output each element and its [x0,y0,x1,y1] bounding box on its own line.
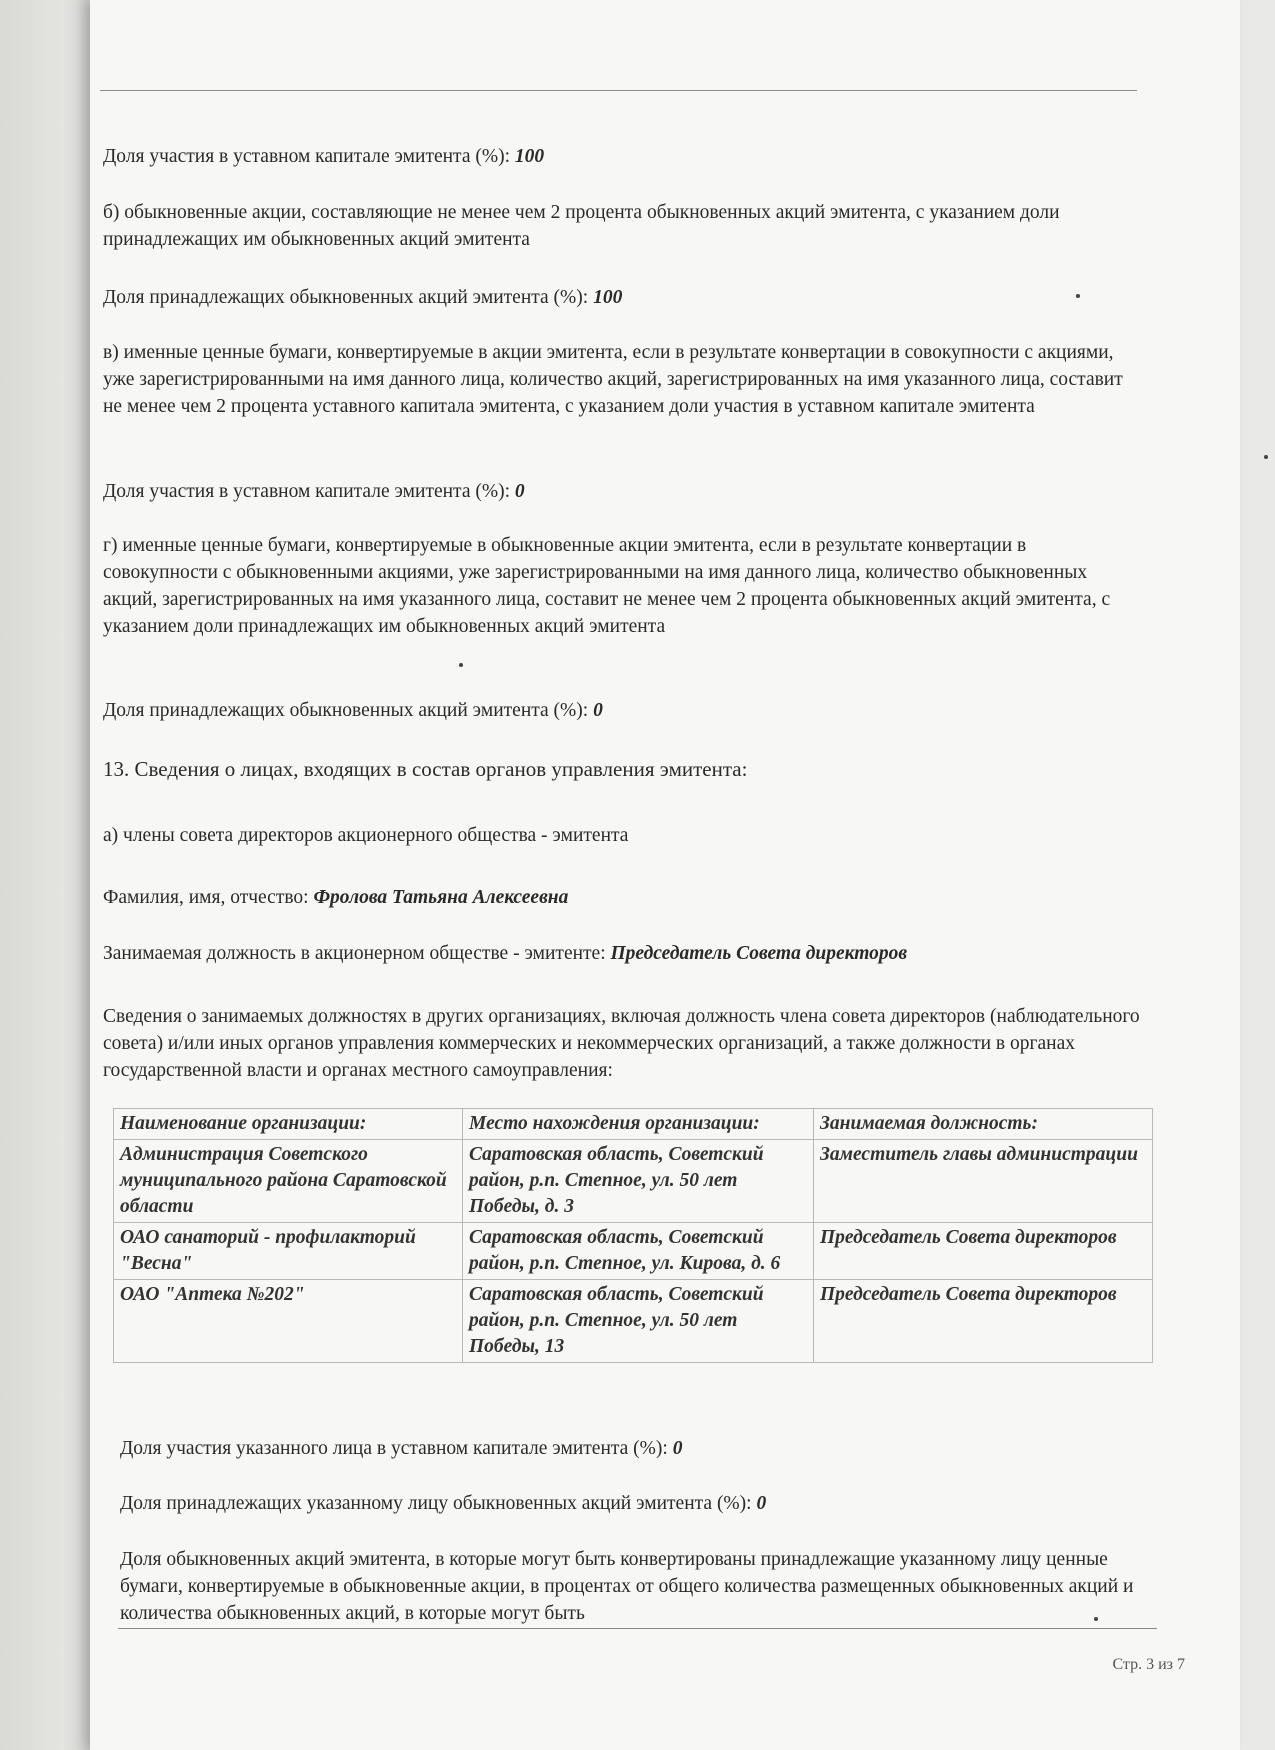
value: 0 [593,700,603,721]
scan-speck [1264,455,1268,459]
cell-position: Заместитель главы администрации [814,1140,1153,1223]
scan-speck [459,663,463,667]
cell-location: Саратовская область, Советский район, р.п. Степное, ул. 50 лет Победы, д. 3 [463,1140,814,1223]
scan-speck [1076,294,1080,298]
value: 0 [514,481,525,502]
label: Фамилия, имя, отчество: [103,887,314,908]
value: 100 [593,287,623,308]
paragraph-v: в) именные ценные бумаги, конвертируемые в акции эмитента, если в результате конвертации в совокупности с акциями, уже зарегистрированными на имя данного лица, количество акций, зарегистрированных на имя указанного лица, составит не менее чем 2 процента уставного капитала эмитента, с указанием доли участия в уставном капитале эмитента [103,342,1123,417]
position-line [103,940,1143,967]
header-organization: Наименование организации: [114,1109,463,1140]
label: Доля принадлежащих обыкновенных акций эмитента (%): [103,700,594,721]
ordinary-shares-line-2 [103,697,1143,724]
label: Доля участия указанного лица в уставном капитале эмитента (%): [120,1438,673,1459]
value: 100 [514,146,545,167]
scan-speck [1094,1617,1098,1621]
value: 0 [756,1493,767,1514]
organizations-table [113,1108,1153,1363]
scan-left-margin [0,0,90,1750]
convertible-shares-paragraph: Доля обыкновенных акций эмитента, в которые могут быть конвертированы принадлежащие указанному лицу ценные бумаги, конвертируемые в обыкновенные акции, в процентах от общего количества размещенных обыкновенных акций и количества обыкновенных акций, в которые могут быть [120,1549,1134,1624]
cell-location: Саратовская область, Советский район, р.п. Степное, ул. Кирова, д. 6 [463,1223,814,1280]
share-capital-line [103,143,1143,170]
cell-position: Председатель Совета директоров [814,1223,1153,1280]
person-ordinary-shares-line [120,1490,1160,1517]
document-page [90,0,1240,1750]
value: Фролова Татьяна Алексеевна [313,887,569,908]
cell-position: Председатель Совета директоров [814,1280,1153,1363]
full-name-line [103,884,1143,911]
ordinary-shares-line [103,284,1143,311]
header-position: Занимаемая должность: [814,1109,1153,1140]
label: Доля принадлежащих указанному лицу обыкновенных акций эмитента (%): [120,1493,757,1514]
label: Доля участия в уставном капитале эмитента (%): [103,146,515,167]
table-row [114,1140,1153,1223]
section-13-heading: 13. Сведения о лицах, входящих в состав органов управления эмитента: [103,757,748,781]
table-row [114,1223,1153,1280]
person-share-capital-line [120,1435,1160,1462]
table-row [114,1280,1153,1363]
table-header-row [114,1109,1153,1140]
label: Занимаемая должность в акционерном обществе - эмитенте: [103,943,611,964]
label: Доля принадлежащих обыкновенных акций эмитента (%): [103,287,594,308]
page-number: Стр. 3 из 7 [1112,1656,1185,1673]
top-rule [100,90,1137,91]
paragraph-g: г) именные ценные бумаги, конвертируемые в обыкновенные акции эмитента, если в результате конвертации в совокупности с обыкновенными акциями, уже зарегистрированными на имя данного лица, количество обыкновенных акций, зарегистрированных на имя указанного лица, составит не менее чем 2 процента обыкновенных акций эмитента, с указанием доли принадлежащих им обыкновенных акций эмитента [103,535,1111,637]
cell-organization: ОАО "Аптека №202" [114,1280,463,1363]
label: Доля участия в уставном капитале эмитента (%): [103,481,515,502]
bottom-rule [118,1628,1157,1629]
paragraph-a: а) члены совета директоров акционерного общества - эмитента [103,825,629,846]
cell-organization: Администрация Советского муниципального района Саратовской области [114,1140,463,1223]
other-positions-paragraph: Сведения о занимаемых должностях в других организациях, включая должность члена совета директоров (наблюдательного совета) и/или иных органов управления коммерческих и некоммерческих организаций, а также должности в органах государственной власти и органах местного самоуправления: [103,1006,1140,1081]
header-location: Место нахождения организации: [463,1109,814,1140]
cell-location: Саратовская область, Советский район, р.п. Степное, ул. 50 лет Победы, 13 [463,1280,814,1363]
cell-organization: ОАО санаторий - профилакторий "Весна" [114,1223,463,1280]
paragraph-b: б) обыкновенные акции, составляющие не менее чем 2 процента обыкновенных акций эмитента, с указанием доли принадлежащих им обыкновенных акций эмитента [103,202,1060,250]
share-capital-line-2 [103,478,1143,505]
value: 0 [672,1438,683,1459]
value: Председатель Совета директоров [610,943,908,964]
